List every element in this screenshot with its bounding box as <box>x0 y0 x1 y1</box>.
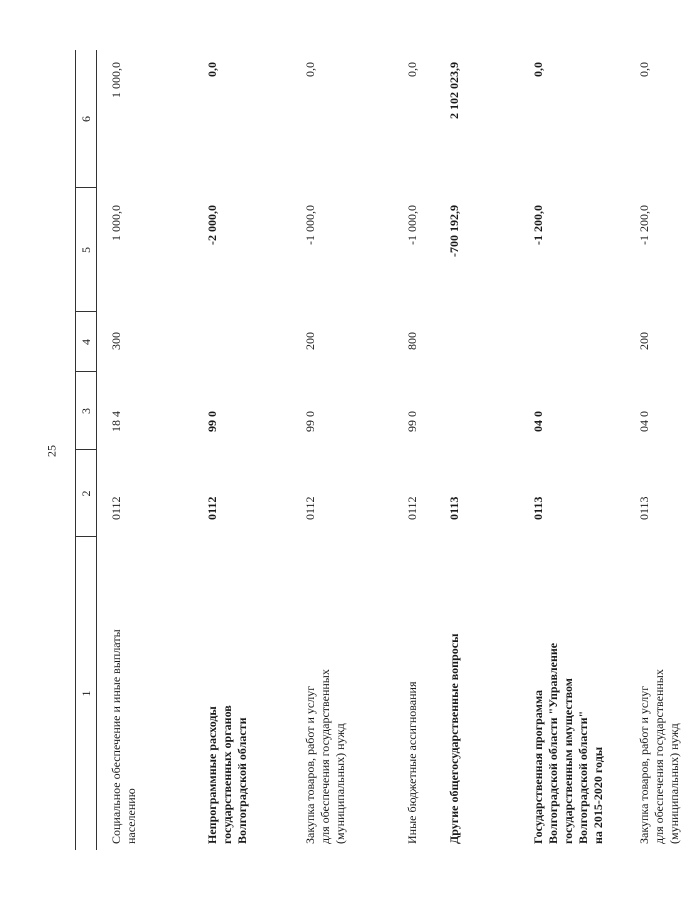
row-name <box>109 629 139 844</box>
row-name-line: Непрограммные расходы <box>205 706 219 844</box>
row-value-c3: 04 0 <box>531 411 545 432</box>
row-value-c6: 0,0 <box>405 62 419 77</box>
row-name-line: (муниципальных) нужд <box>333 723 347 844</box>
row-value-c3: 99 0 <box>303 411 317 432</box>
row-value-c2: 0113 <box>531 496 545 520</box>
header-bottom-border <box>96 50 97 850</box>
row-value-c2: 0112 <box>303 496 317 520</box>
column-header-3: 3 <box>79 408 93 414</box>
row-name-line: Иные бюджетные ассигнования <box>405 681 419 844</box>
row-name-line: для обеспечения государственных <box>652 669 666 844</box>
page-number-text: 25 <box>44 445 59 457</box>
row-value-c4: 300 <box>109 332 123 350</box>
row-name-line: Другие общегосударственные вопросы <box>447 633 461 844</box>
row-value-c4: 200 <box>303 332 317 350</box>
row-value-c6: 0,0 <box>531 62 545 77</box>
row-name-line: Волгоградской области "Управление <box>546 642 560 844</box>
row-value-c2: 0113 <box>637 496 651 520</box>
row-name <box>531 643 606 844</box>
column-header-1: 1 <box>79 690 93 697</box>
row-name-line: Закупка товаров, работ и услуг <box>303 685 317 844</box>
row-name-line: Волгоградской области" <box>576 710 590 844</box>
row-value-c6: 1 000,0 <box>109 62 123 98</box>
row-value-c3: 18 4 <box>109 411 123 432</box>
row-name <box>303 669 348 844</box>
row-name-line: на 2015-2020 годы <box>591 746 605 844</box>
row-value-c6: 0,0 <box>637 62 651 77</box>
row-name <box>205 705 250 844</box>
row-name-line: государственным имуществом <box>561 678 575 844</box>
row-value-c3: 99 0 <box>405 411 419 432</box>
row-value-c2: 0113 <box>447 496 461 520</box>
row-value-c5: -1 200,0 <box>531 205 545 245</box>
column-header-2: 2 <box>79 490 93 497</box>
column-header-4: 4 <box>79 339 93 345</box>
row-value-c6: 2 102 023,9 <box>447 62 461 119</box>
row-value-c5: -1 200,0 <box>637 205 651 245</box>
row-name-line: (муниципальных) нужд <box>667 723 681 844</box>
row-value-c6: 0,0 <box>205 62 219 77</box>
row-name-line: Волгоградской области <box>235 717 249 844</box>
row-value-c2: 0112 <box>205 496 219 520</box>
row-value-c3: 04 0 <box>637 411 651 432</box>
row-value-c2: 0112 <box>405 496 419 520</box>
row-name-line: Закупка товаров, работ и услуг <box>637 685 651 844</box>
row-name <box>447 634 462 844</box>
row-name <box>405 682 420 845</box>
column-header-6: 6 <box>79 116 93 122</box>
row-value-c4: 800 <box>405 332 419 350</box>
row-name-line: Государственная программа <box>531 689 545 844</box>
row-value-c5: -1 000,0 <box>303 205 317 245</box>
row-value-c4: 200 <box>637 332 651 350</box>
row-value-c5: -1 000,0 <box>405 205 419 245</box>
row-value-c5: -2 000,0 <box>205 205 219 245</box>
row-name <box>637 669 682 844</box>
table-top-border <box>75 50 76 850</box>
row-value-c5: -700 192,9 <box>447 205 461 257</box>
row-value-c5: 1 000,0 <box>109 205 123 241</box>
row-name-line: государственных органов <box>220 705 234 844</box>
column-header-5: 5 <box>79 247 93 253</box>
row-name-line: для обеспечения государственных <box>318 669 332 844</box>
row-name-line: населению <box>124 788 138 844</box>
row-name-line: Социальное обеспечение и иные выплаты <box>109 629 123 844</box>
row-value-c3: 99 0 <box>205 411 219 432</box>
row-value-c6: 0,0 <box>303 62 317 77</box>
budget-table <box>75 50 681 850</box>
row-value-c2: 0112 <box>109 496 123 520</box>
